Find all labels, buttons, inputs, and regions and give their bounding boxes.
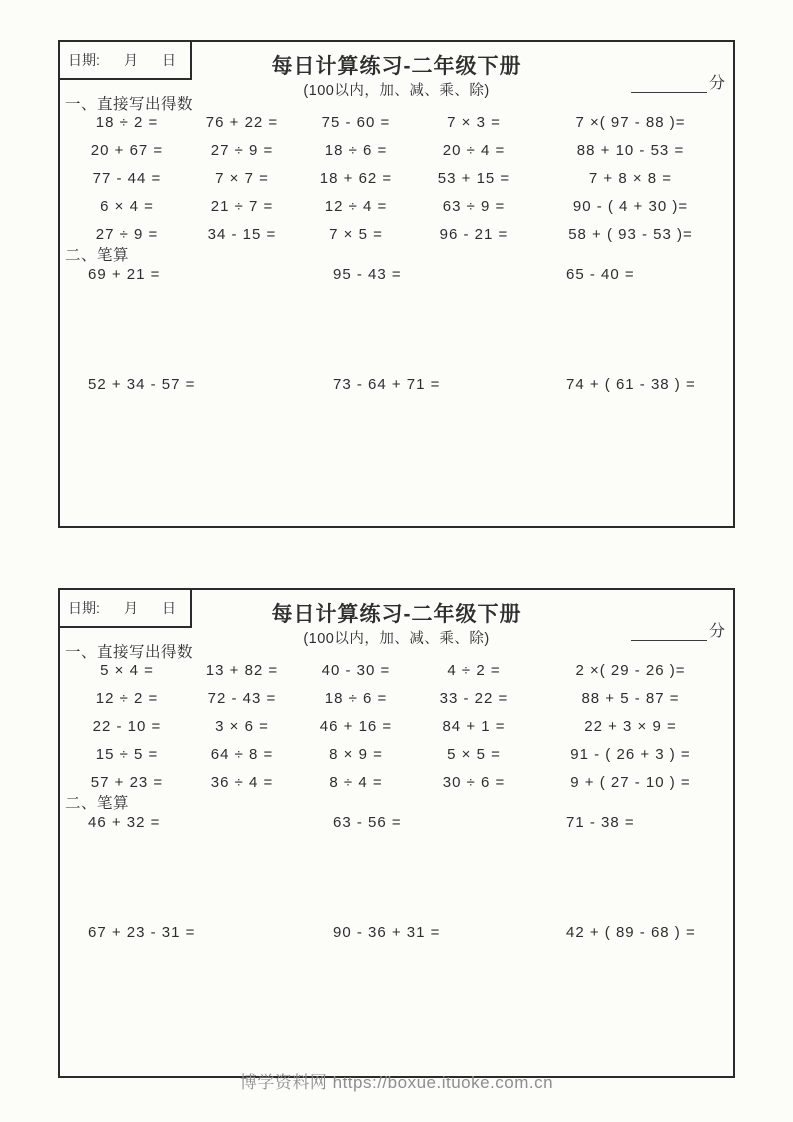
problem-cell: 30 ÷ 6 = — [442, 773, 506, 791]
score-field — [631, 72, 725, 93]
worksheet-title: 每日计算练习-二年级下册 — [271, 55, 522, 78]
problem-cell: 9 + ( 27 - 10 ) = — [570, 773, 691, 791]
problem-cell: 22 - 10 = — [92, 717, 162, 735]
section1-label: 一、直接写出得数 — [65, 96, 194, 113]
problem-cell: 8 × 9 = — [329, 745, 383, 763]
problem-cell: 6 × 4 = — [100, 197, 154, 215]
worksheet-subtitle: (100以内，加、减、乘、除) — [303, 83, 490, 99]
written-problems-grid — [68, 808, 727, 946]
score-suffix: 分 — [708, 623, 725, 640]
problem-cell: 7 ×( 97 - 88 )= — [575, 113, 686, 131]
score-suffix: 分 — [708, 75, 725, 92]
day-label: 日 — [161, 600, 176, 616]
section2-label: 二、笔算 — [65, 795, 130, 812]
problem-cell: 75 - 60 = — [321, 113, 391, 131]
problem-cell: 7 + 8 × 8 = — [588, 169, 673, 187]
score-field — [631, 620, 725, 641]
watermark-url: 博学资料网 https://boxue.ituoke.com.cn — [239, 1073, 554, 1092]
written-problems-grid — [68, 260, 727, 398]
month-label: 月 — [123, 600, 138, 616]
section2-label: 二、笔算 — [65, 247, 130, 264]
date-label: 日期: — [68, 52, 100, 68]
problem-cell: 63 ÷ 9 = — [442, 197, 506, 215]
problem-cell: 88 + 5 - 87 = — [581, 689, 680, 707]
problem-cell: 12 ÷ 4 = — [324, 197, 388, 215]
problem-cell: 91 - ( 26 + 3 ) = — [570, 745, 691, 763]
problem-cell: 67 + 23 - 31 = — [88, 923, 196, 941]
worksheet-title: 每日计算练习-二年级下册 — [271, 603, 522, 626]
problem-cell: 18 ÷ 2 = — [95, 113, 159, 131]
problem-cell: 95 - 43 = — [333, 265, 402, 283]
problem-cell: 27 ÷ 9 = — [210, 141, 274, 159]
problem-cell: 64 ÷ 8 = — [210, 745, 274, 763]
problem-cell: 71 - 38 = — [566, 813, 635, 831]
problem-cell: 27 ÷ 9 = — [95, 225, 159, 243]
problem-cell: 20 + 67 = — [90, 141, 164, 159]
problem-cell: 46 + 32 = — [88, 813, 161, 831]
problem-cell: 53 + 15 = — [437, 169, 511, 187]
problem-cell: 5 × 5 = — [447, 745, 501, 763]
problem-cell: 63 - 56 = — [333, 813, 402, 831]
problem-cell: 3 × 6 = — [215, 717, 269, 735]
oral-problems-grid — [68, 656, 727, 796]
problem-cell: 90 - 36 + 31 = — [333, 923, 441, 941]
problem-cell: 13 + 82 = — [205, 661, 279, 679]
problem-cell: 34 - 15 = — [207, 225, 277, 243]
problem-cell: 7 × 5 = — [329, 225, 383, 243]
problem-cell: 18 + 62 = — [319, 169, 393, 187]
problem-cell: 46 + 16 = — [319, 717, 393, 735]
problem-cell: 33 - 22 = — [439, 689, 509, 707]
problem-cell: 20 ÷ 4 = — [442, 141, 506, 159]
problem-cell: 76 + 22 = — [205, 113, 279, 131]
problem-cell: 8 ÷ 4 = — [329, 773, 383, 791]
problem-cell: 7 × 3 = — [447, 113, 501, 131]
section1-label: 一、直接写出得数 — [65, 644, 194, 661]
problem-cell: 58 + ( 93 - 53 )= — [568, 225, 693, 243]
month-label: 月 — [123, 52, 138, 68]
problem-cell: 4 ÷ 2 = — [447, 661, 501, 679]
score-blank-line — [631, 74, 707, 93]
problem-cell: 18 ÷ 6 = — [324, 141, 388, 159]
problem-cell: 84 + 1 = — [442, 717, 506, 735]
problem-cell: 2 ×( 29 - 26 )= — [575, 661, 686, 679]
worksheet-1 — [58, 40, 735, 528]
problem-cell: 88 + 10 - 53 = — [576, 141, 685, 159]
problem-cell: 21 ÷ 7 = — [210, 197, 274, 215]
problem-cell: 7 × 7 = — [215, 169, 269, 187]
problem-cell: 72 - 43 = — [207, 689, 277, 707]
date-label: 日期: — [68, 600, 100, 616]
worksheet-2 — [58, 588, 735, 1078]
day-label: 日 — [161, 52, 176, 68]
problem-cell: 12 ÷ 2 = — [95, 689, 159, 707]
problem-cell: 42 + ( 89 - 68 ) = — [566, 923, 696, 941]
problem-cell: 74 + ( 61 - 38 ) = — [566, 375, 696, 393]
problem-cell: 52 + 34 - 57 = — [88, 375, 196, 393]
oral-problems-grid — [68, 108, 727, 248]
problem-cell: 96 - 21 = — [439, 225, 509, 243]
problem-cell: 36 ÷ 4 = — [210, 773, 274, 791]
problem-cell: 57 + 23 = — [90, 773, 164, 791]
problem-cell: 65 - 40 = — [566, 265, 635, 283]
score-blank-line — [631, 622, 707, 641]
problem-cell: 40 - 30 = — [321, 661, 391, 679]
problem-cell: 22 + 3 × 9 = — [584, 717, 677, 735]
problem-cell: 73 - 64 + 71 = — [333, 375, 441, 393]
problem-cell: 90 - ( 4 + 30 )= — [572, 197, 689, 215]
problem-cell: 69 + 21 = — [88, 265, 161, 283]
problem-cell: 77 - 44 = — [92, 169, 162, 187]
problem-cell: 5 × 4 = — [100, 661, 154, 679]
problem-cell: 18 ÷ 6 = — [324, 689, 388, 707]
worksheet-subtitle: (100以内，加、减、乘、除) — [303, 631, 490, 647]
problem-cell: 15 ÷ 5 = — [95, 745, 159, 763]
